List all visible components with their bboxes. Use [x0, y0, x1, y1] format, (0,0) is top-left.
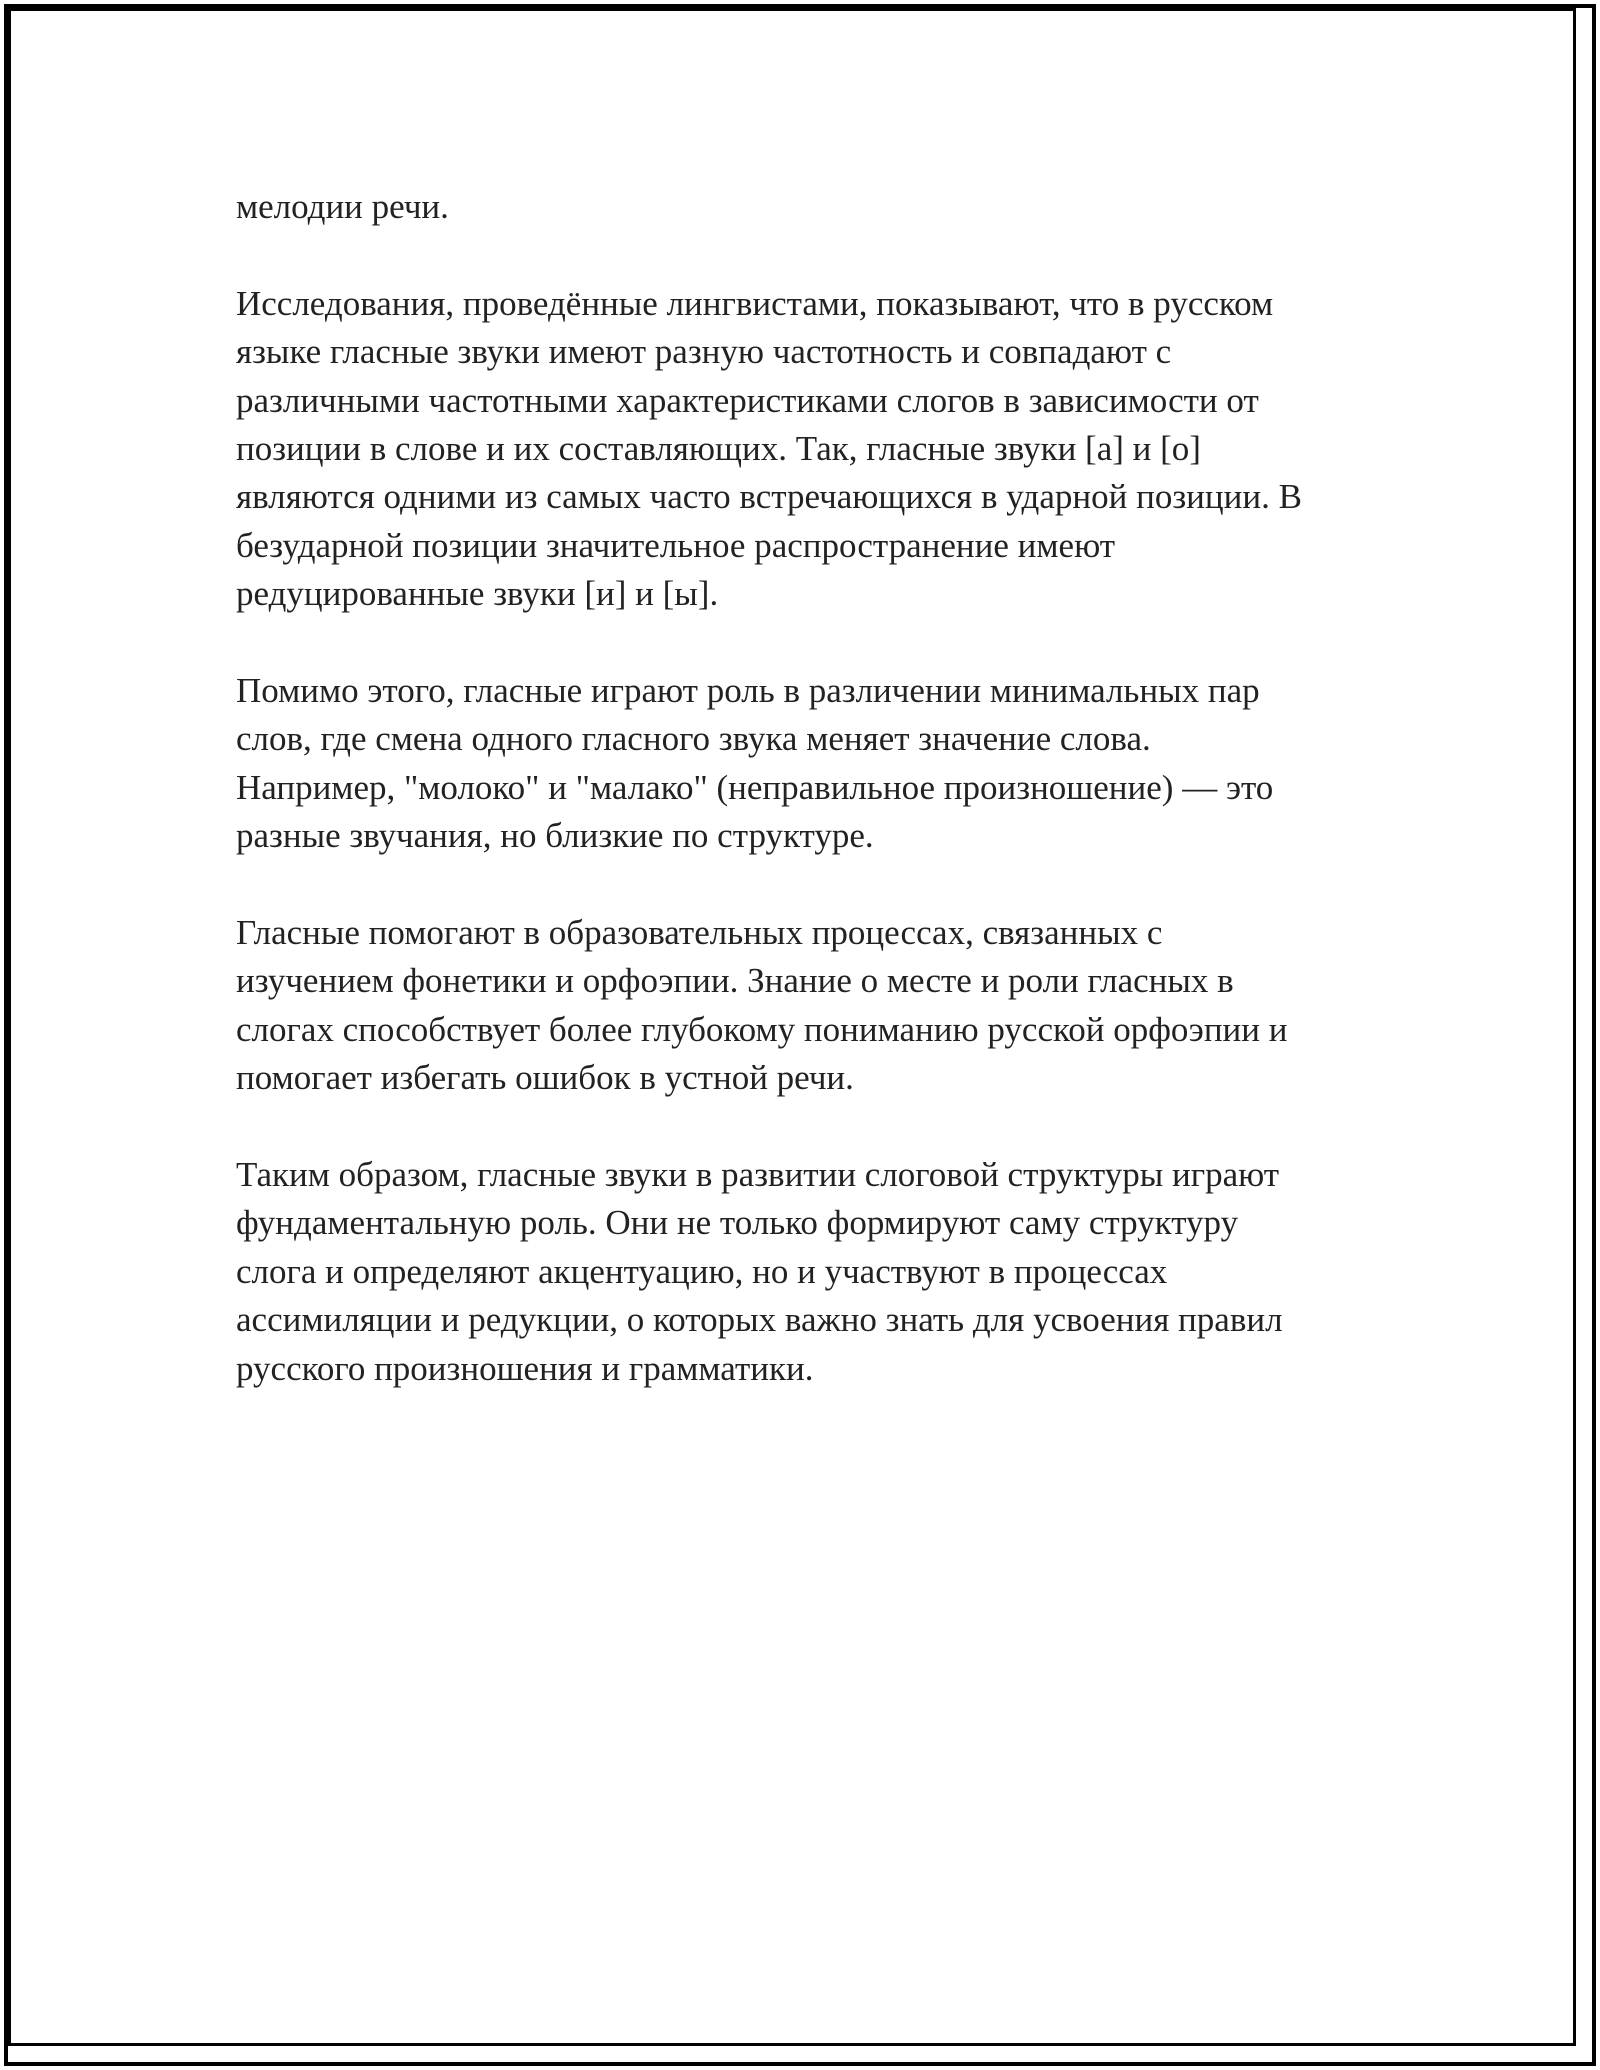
text-line: являются одними из самых часто встречающихся в ударной позиции. В — [236, 477, 1302, 517]
text-line: языке гласные звуки имеют разную частотность и совпадают с — [236, 332, 1172, 372]
text-line: Таким образом, гласные звуки в развитии слоговой структуры играют — [236, 1155, 1280, 1195]
text-line: Например, "молоко" и "малако" (неправильное произношение) — это — [236, 767, 1274, 807]
paragraph-2 — [236, 280, 1376, 619]
text-line: различными частотными характеристиками слогов в зависимости от — [236, 380, 1259, 420]
text-line: слогах способствует более глубокому пониманию русской орфоэпии и — [236, 1009, 1288, 1049]
paragraph-4 — [236, 909, 1376, 1103]
text-line: слога и определяют акцентуацию, но и участвуют в процессах — [236, 1251, 1168, 1291]
text-line: изучением фонетики и орфоэпии. Знание о месте и роли гласных в — [236, 961, 1234, 1001]
text-line: ассимиляции и редукции, о которых важно знать для усвоения правил — [236, 1300, 1283, 1340]
text-line: редуцированные звуки [и] и [ы]. — [236, 574, 719, 614]
text-line: мелодии речи. — [236, 187, 449, 226]
paragraph-1 — [236, 183, 1376, 231]
text-line: безударной позиции значительное распространение имеют — [236, 525, 1116, 565]
document-body — [236, 183, 1376, 1441]
paragraph-3 — [236, 667, 1376, 861]
text-line: слов, где смена одного гласного звука меняет значение слова. — [236, 719, 1151, 759]
text-line: Гласные помогают в образовательных процессах, связанных с — [236, 913, 1163, 953]
text-line: Помимо этого, гласные играют роль в различении минимальных пар — [236, 671, 1260, 711]
text-line: русского произношения и грамматики. — [236, 1348, 814, 1388]
text-line: Исследования, проведённые лингвистами, показывают, что в русском — [236, 283, 1274, 323]
paragraph-5 — [236, 1151, 1376, 1393]
text-line: разные звучания, но близкие по структуре. — [236, 816, 874, 856]
text-line: фундаментальную роль. Они не только формируют саму структуру — [236, 1203, 1239, 1243]
text-line: помогает избегать ошибок в устной речи. — [236, 1058, 854, 1098]
text-line: позиции в слове и их составляющих. Так, гласные звуки [а] и [о] — [236, 429, 1201, 469]
